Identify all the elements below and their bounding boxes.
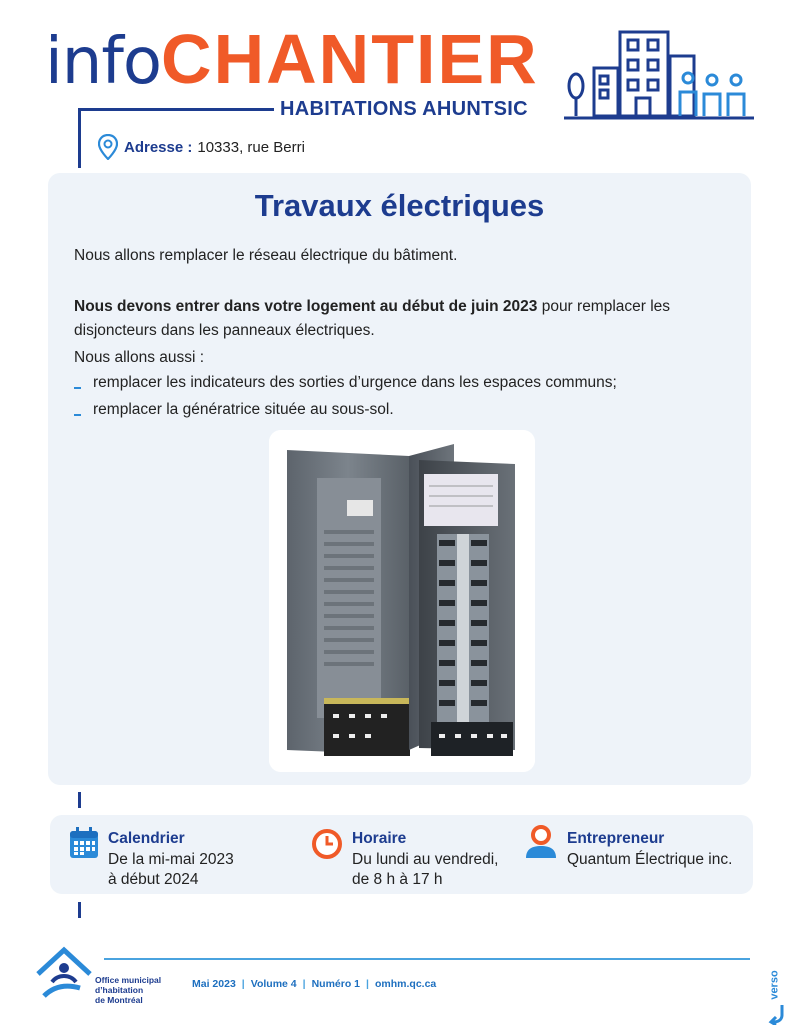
notice-line2: disjoncteurs dans les panneaux électriques. — [74, 322, 375, 339]
address-label: Adresse : — [124, 138, 193, 156]
list-item-text: remplacer les indicateurs des sorties d’urgence dans les espaces communs; — [93, 374, 617, 391]
schedule-line2: de 8 h à 17 h — [352, 871, 443, 888]
separator: | — [241, 978, 245, 990]
verso-label: verso — [768, 970, 781, 1000]
calendar-line1: De la mi-mai 2023 — [108, 851, 234, 868]
org-name — [95, 975, 161, 1005]
address-value: 10333, rue Berri — [197, 138, 305, 156]
brand-chantier: CHANTIER — [161, 20, 539, 98]
frame-line-vertical — [78, 108, 81, 168]
list-item — [74, 374, 617, 392]
location-pin-icon — [98, 134, 118, 160]
schedule-line1: Du lundi au vendredi, — [352, 851, 499, 868]
turn-page-arrow-icon — [768, 1003, 788, 1025]
brand-title — [45, 14, 539, 107]
buildings-illustration — [564, 28, 754, 124]
contractor-title: Entrepreneur — [567, 830, 665, 847]
notice-bold: Nous devons entrer dans votre logement au début de juin 2023 — [74, 298, 538, 315]
issue-volume: Volume 4 — [250, 978, 297, 990]
connector-bar — [78, 792, 81, 808]
verso-indicator[interactable] — [768, 965, 788, 1025]
separator: | — [366, 978, 369, 990]
schedule-title: Horaire — [352, 830, 407, 847]
intro-text: Nous allons remplacer le réseau électrique du bâtiment. — [74, 247, 458, 264]
list-item — [74, 401, 394, 419]
calendar-title: Calendrier — [108, 830, 185, 847]
separator: | — [302, 978, 306, 990]
frame-line — [78, 108, 274, 111]
bullet-dash-icon — [74, 414, 81, 416]
project-subtitle: HABITATIONS AHUNTSIC — [280, 98, 528, 120]
bullet-dash-icon — [74, 387, 81, 389]
clock-icon — [311, 828, 343, 860]
brand-info: info — [45, 25, 162, 99]
connector-bar — [78, 902, 81, 918]
person-icon — [524, 824, 558, 860]
org-line: d’habitation — [95, 985, 144, 995]
omhm-logo-icon — [34, 944, 94, 1004]
org-line: Office municipal — [95, 975, 162, 985]
also-text: Nous allons aussi : — [74, 349, 205, 366]
electrical-panel-photo — [269, 430, 535, 772]
footer-meta — [192, 978, 436, 990]
calendar-line2: à début 2024 — [108, 871, 199, 888]
org-line: de Montréal — [95, 995, 143, 1005]
notice-line1 — [74, 295, 670, 319]
page-title: Travaux électriques — [254, 188, 545, 223]
contractor-line1: Quantum Électrique inc. — [567, 851, 733, 868]
address — [98, 134, 305, 160]
footer-divider — [104, 958, 750, 960]
list-item-text: remplacer la génératrice située au sous-sol. — [93, 401, 394, 418]
website-link[interactable]: omhm.qc.ca — [374, 978, 437, 990]
issue-date: Mai 2023 — [192, 978, 236, 990]
calendar-icon — [69, 827, 99, 859]
notice-rest: pour remplacer les — [537, 298, 671, 315]
issue-number: Numéro 1 — [311, 978, 361, 990]
